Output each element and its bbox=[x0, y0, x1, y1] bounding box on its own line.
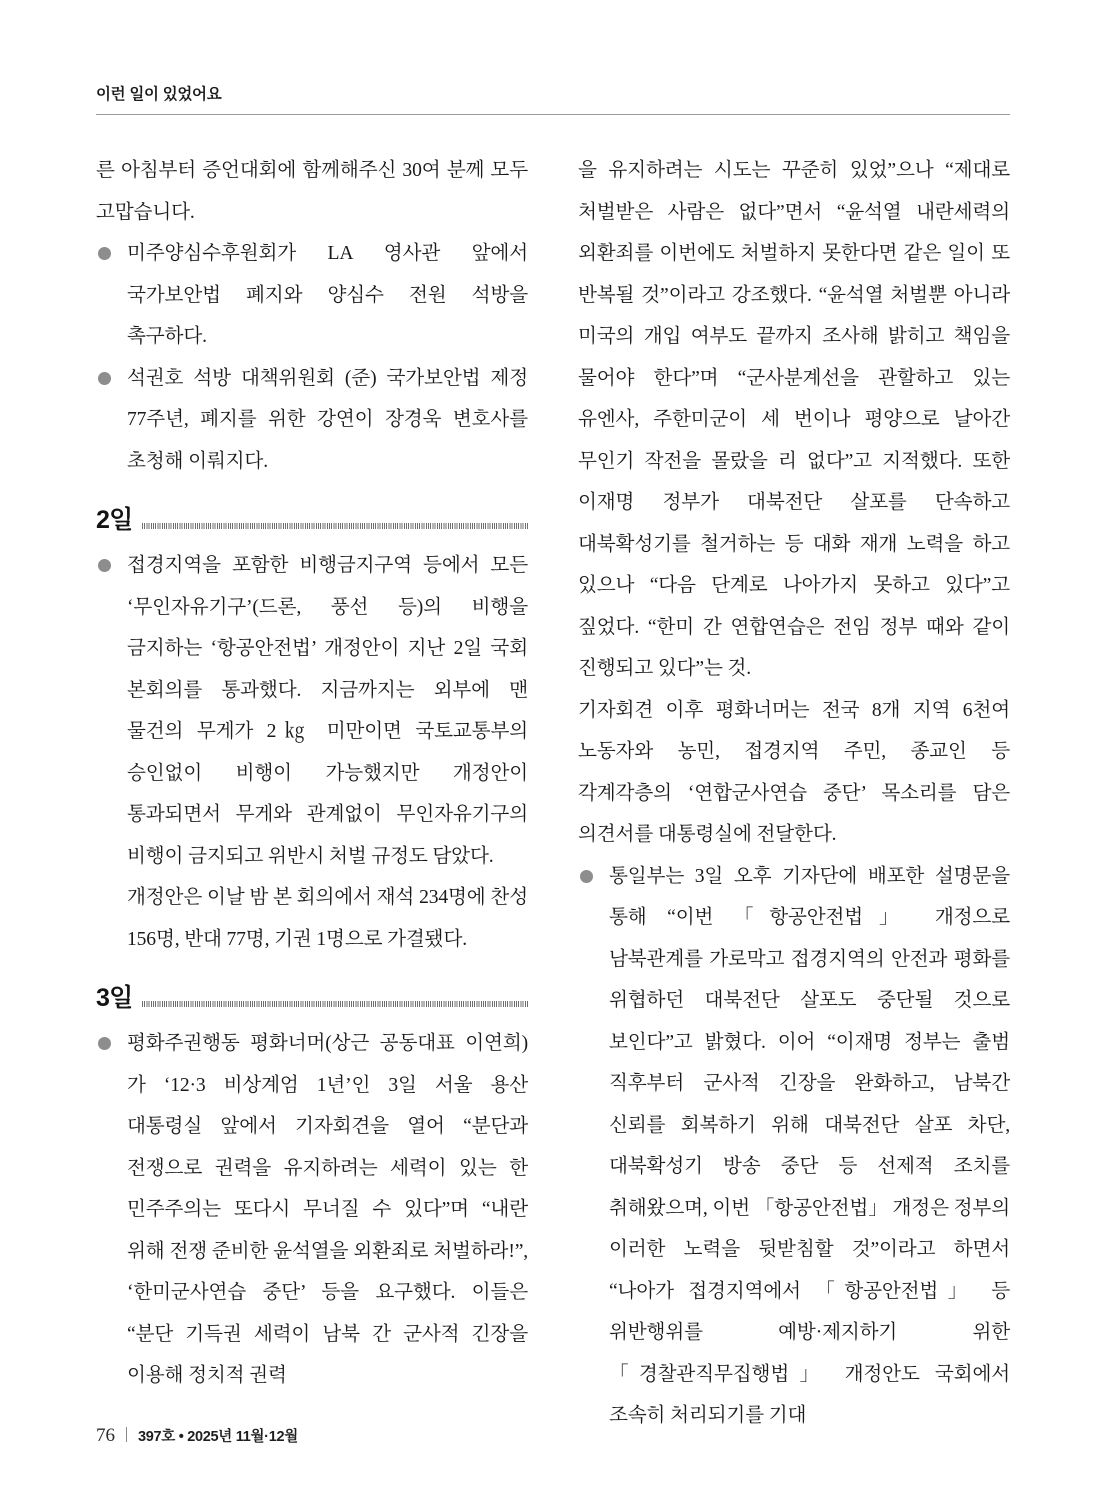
footer-separator bbox=[126, 1427, 127, 1442]
list-item bbox=[578, 856, 1010, 1437]
page-footer bbox=[96, 1425, 298, 1447]
bullet-dot-icon bbox=[98, 1037, 111, 1050]
list-item-text: 통일부는 3일 오후 기자단에 배포한 설명문을 통해 “이번 「항공안전법」 개정으로 남북관계를 가로막고 접경지역의 안전과 평화를 위협하던 대북전단 살포도 중단될 것으로 보인다”고 밝혔다. 이어 “이재명 정부는 출범 직후부터 군사적 긴장을 완화하고, 남북간 신뢰를 회복하기 위해 대북전단 살포 차단, 대북확성기 방송 중단 등 선제적 조치를 취해왔으며, 이번 「항공안전법」 개정은 정부의 이러한 노력을 뒷받침할 것”이라고 하면서 “나아가 접경지역에서 「항공안전법」 등 위반행위를 예방·제지하기 위한 「경찰관직무집행법」 개정안도 국회에서 조속히 처리되기를 기대 bbox=[609, 865, 1010, 1426]
list-item-text: 접경지역을 포함한 비행금지구역 등에서 모든 ‘무인자유기구’(드론, 풍선 등)의 비행을 금지하는 ‘항공안전법’ 개정안이 지난 2일 국회 본회의를 통과했다. 지금까지는 외부에 맨 물건의 무게가 2㎏ 미만이면 국토교통부의 승인없이 비행이 가능했지만 개정안이 통과되면서 무게와 관계없이 무인자유기구의 비행이 금지되고 위반시 처벌 규정도 담았다. bbox=[127, 555, 528, 867]
list-item-text: 평화주권행동 평화너머(상근 공동대표 이연희)가 ‘12·3 비상계엄 1년’인 3일 서울 용산 대통령실 앞에서 기자회견을 열어 “분단과 전쟁으로 권력을 유지하려는 세력이 있는 한 민주주의는 또다시 무너질 수 있다”며 “내란 위해 전쟁 준비한 윤석열을 외환죄로 처벌하라!”, ‘한미군사연습 중단’ 등을 요구했다. 이들은 “분단 기득권 세력이 남북 간 군사적 긴장을 이용해 정치적 권력 bbox=[127, 1033, 528, 1386]
body-columns bbox=[96, 150, 1010, 1426]
right-column bbox=[578, 150, 1010, 1426]
bullet-dot-icon bbox=[580, 870, 593, 883]
day-heading-dotted-rule bbox=[142, 523, 528, 529]
day-heading-dotted-rule bbox=[142, 1001, 528, 1007]
running-head bbox=[96, 86, 1010, 115]
continued-paragraph: 른 아침부터 증언대회에 함께해주신 30여 분께 모두 고맙습니다. bbox=[96, 160, 528, 223]
list-item-text: 미주양심수후원회가 LA 영사관 앞에서 국가보안법 폐지와 양심수 전원 석방을 촉구하다. bbox=[127, 243, 528, 347]
list-item bbox=[96, 545, 528, 960]
left-column bbox=[96, 150, 528, 1386]
bullet-dot-icon bbox=[98, 559, 111, 572]
bullet-dot-icon bbox=[98, 247, 111, 260]
bullet-dot-icon bbox=[98, 372, 111, 385]
running-head-title: 이런 일이 있었어요 bbox=[96, 86, 222, 103]
paragraph: 기자회견 이후 평화너머는 전국 8개 지역 6천여 노동자와 농민, 접경지역 주민, 종교인 등 각계각층의 ‘연합군사연습 중단’ 목소리를 담은 의견서를 대통령실에 전달한다. bbox=[578, 699, 1010, 845]
list-item bbox=[96, 358, 528, 483]
issue-info: 397호 • 2025년 11월·12월 bbox=[138, 1429, 298, 1445]
continued-paragraph: 을 유지하려는 시도는 꾸준히 있었”으나 “제대로 처벌받은 사람은 없다”면서 “윤석열 내란세력의 외환죄를 이번에도 처벌하지 못한다면 같은 일이 또 반복될 것”이라고 강조했다. “윤석열 처벌뿐 아니라 미국의 개입 여부도 끝까지 조사해 밝히고 책임을 물어야 한다”며 “군사분계선을 관할하고 있는 유엔사, 주한미군이 세 번이나 평양으로 날아간 무인기 작전을 몰랐을 리 없다”고 지적했다. 또한 이재명 정부가 대북전단 살포를 단속하고 대북확성기를 철거하는 등 대화 재개 노력을 하고 있으나 “다음 단계로 나아가지 못하고 있다”고 짚었다. “한미 간 연합연습은 전임 정부 때와 같이 진행되고 있다”는 것. bbox=[578, 160, 1010, 679]
page-number: 76 bbox=[96, 1425, 115, 1446]
day-heading-label: 3일 bbox=[96, 984, 133, 1012]
day-heading-3 bbox=[96, 986, 528, 1011]
list-item bbox=[96, 1023, 528, 1397]
day-heading-label: 2일 bbox=[96, 506, 133, 534]
list-item-subparagraph: 개정안은 이날 밤 본 회의에서 재석 234명에 찬성 156명, 반대 77명, 기권 1명으로 가결됐다. bbox=[127, 887, 528, 950]
running-head-rule bbox=[96, 114, 1010, 115]
list-item-text: 석권호 석방 대책위원회 (준) 국가보안법 제정 77주년, 폐지를 위한 강연이 장경욱 변호사를 초청해 이뤄지다. bbox=[127, 367, 528, 472]
day-heading-2 bbox=[96, 508, 528, 533]
list-item bbox=[96, 233, 528, 358]
